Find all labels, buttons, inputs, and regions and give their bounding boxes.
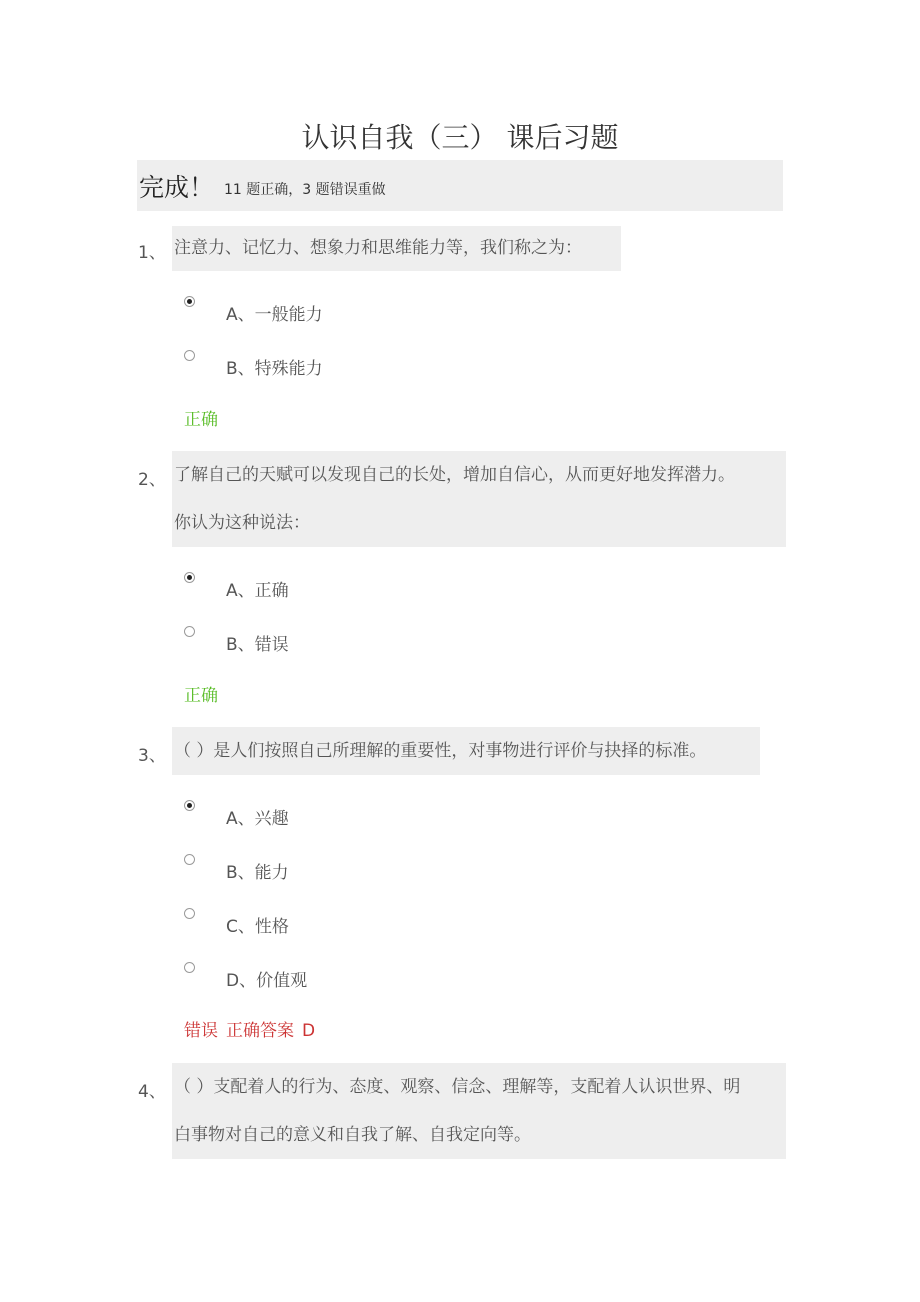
option-b[interactable] <box>184 626 584 656</box>
option-a[interactable] <box>184 296 584 326</box>
radio-unchecked-icon[interactable] <box>184 854 195 865</box>
option-label: B、能力 <box>226 863 289 883</box>
result-correct: 正确 <box>184 686 218 706</box>
question-number: 4、 <box>138 1082 166 1102</box>
question-text-line: 注意力、记忆力、想象力和思维能力等，我们称之为： <box>174 238 582 258</box>
option-label: A、正确 <box>226 581 289 601</box>
radio-checked-icon[interactable] <box>184 296 195 307</box>
radio-unchecked-icon[interactable] <box>184 350 195 361</box>
question-text <box>172 1063 786 1159</box>
radio-unchecked-icon[interactable] <box>184 962 195 973</box>
status-label: 完成！ <box>139 172 215 202</box>
radio-checked-icon[interactable] <box>184 800 195 811</box>
option-a[interactable] <box>184 572 584 602</box>
question-number: 2、 <box>138 470 166 490</box>
correct-answer: D <box>302 1021 316 1041</box>
question-text-line: 了解自己的天赋可以发现自己的长处，增加自信心，从而更好地发挥潜力。 <box>174 465 735 485</box>
question-text <box>172 451 786 547</box>
option-label: D、价值观 <box>226 971 308 991</box>
question-text-line: （ ）支配着人的行为、态度、观察、信念、理解等，支配着人认识世界、明 <box>174 1077 741 1097</box>
option-c[interactable] <box>184 908 584 938</box>
option-d[interactable] <box>184 962 584 992</box>
question-text-line: （ ）是人们按照自己所理解的重要性，对事物进行评价与抉择的标准。 <box>174 741 707 761</box>
result-status: 错误 <box>184 1021 218 1041</box>
question-text <box>172 727 760 775</box>
question-text-line: 白事物对自己的意义和自我了解、自我定向等。 <box>174 1125 531 1145</box>
option-label: A、兴趣 <box>226 809 289 829</box>
result-correct: 正确 <box>184 410 218 430</box>
page-title: 认识自我（三） 课后习题 <box>301 121 619 154</box>
option-label: A、一般能力 <box>226 305 323 325</box>
result-wrong <box>184 1016 315 1041</box>
option-a[interactable] <box>184 800 584 830</box>
option-label: C、性格 <box>226 917 289 937</box>
radio-unchecked-icon[interactable] <box>184 626 195 637</box>
question-number: 3、 <box>138 746 166 766</box>
radio-checked-icon[interactable] <box>184 572 195 583</box>
question-text-line: 你认为这种说法： <box>174 513 310 533</box>
status-bar <box>137 160 783 211</box>
status-summary: 11 题正确，3 题错误重做 <box>224 181 386 198</box>
option-b[interactable] <box>184 350 584 380</box>
option-b[interactable] <box>184 854 584 884</box>
question-text <box>172 226 621 271</box>
option-label: B、特殊能力 <box>226 359 323 379</box>
radio-unchecked-icon[interactable] <box>184 908 195 919</box>
correct-answer-label: 正确答案 <box>226 1021 294 1041</box>
question-number: 1、 <box>138 243 166 263</box>
option-label: B、错误 <box>226 635 289 655</box>
